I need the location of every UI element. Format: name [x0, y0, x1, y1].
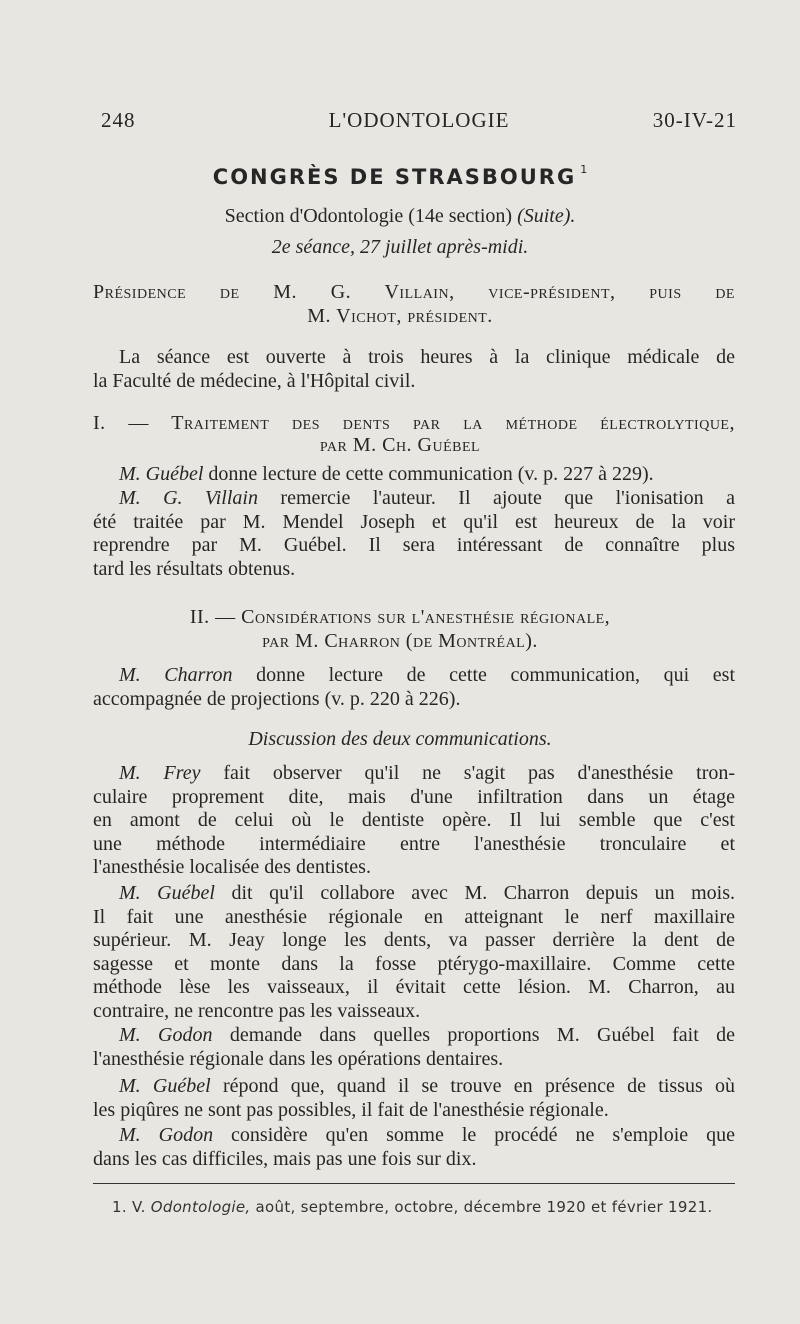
section-2-line-2: par M. Charron (de Montréal). — [262, 630, 538, 652]
footnote-text: août, septembre, octobre, décembre 1920 et février 1921. — [255, 1198, 713, 1216]
speaker-name: M. Guébel — [119, 1075, 211, 1097]
paragraph-line: M. Guébel donne lecture de cette communication (v. p. 227 à 229). — [119, 463, 654, 485]
speaker-name: M. Guébel — [119, 882, 215, 904]
article-title-text: CONGRÈS DE STRASBOURG — [212, 165, 577, 189]
article-title — [0, 165, 800, 189]
speaker-name: M. Charron — [119, 664, 233, 686]
paragraph-line: M. Godon demande dans quelles proportions M. Guébel fait de — [119, 1024, 736, 1046]
paragraph-line: contraire, ne rencontre pas les vaisseaux. — [93, 999, 421, 1022]
session-line — [0, 236, 800, 259]
paragraph-charron — [93, 664, 735, 711]
paragraph-line: supérieur. M. Jeay longe les dents, va passer derrière la dent de — [93, 929, 735, 951]
presidency-line-1: Présidence de M. G. Villain, vice-président, puis de — [93, 281, 735, 303]
paragraph-line: M. Guébel dit qu'il collabore avec M. Charron depuis un mois. — [119, 882, 735, 904]
paragraph-line: tard les résultats obtenus. — [93, 557, 296, 580]
paragraph-line: accompagnée de projections (v. p. 220 à 226). — [93, 687, 461, 710]
paragraph-line: sagesse et monte dans la fosse ptérygo-maxillaire. Comme cette — [93, 952, 735, 975]
speaker-name: M. Frey — [119, 762, 201, 784]
section-subtitle-text: Section d'Odontologie (14e section) — [224, 205, 513, 227]
issue-date: 30-IV-21 — [652, 108, 737, 132]
paragraph-frey — [93, 762, 735, 880]
paragraph-line: l'anesthésie localisée des dentistes. — [93, 856, 371, 878]
paragraph-line: reprendre par M. Guébel. Il sera intéressant de connaître plus — [93, 534, 735, 556]
paragraph-line: culaire proprement dite, mais d'une infiltration dans un étage — [93, 785, 735, 808]
paragraph-line: les piqûres ne sont pas possibles, il fait de l'anesthésie régionale. — [93, 1098, 609, 1121]
intro-paragraph — [93, 346, 735, 393]
page-number: 248 — [101, 108, 136, 132]
footnote-number: 1. V. — [112, 1198, 146, 1216]
section-2-line-1: II. — Considérations sur l'anesthésie régionale, — [189, 606, 611, 628]
paragraph-godon-1 — [93, 1024, 735, 1071]
running-header — [101, 108, 737, 138]
paragraph-line: méthode lèse les vaisseaux, il évitait cette lésion. M. Charron, au — [93, 976, 735, 998]
paragraph-guebel-3 — [93, 1075, 735, 1122]
intro-line-2: la Faculté de médecine, à l'Hôpital civil. — [93, 369, 416, 392]
paragraph-line: été traitée par M. Mendel Joseph et qu'il est heureux de la voir — [93, 510, 735, 533]
paragraph-line: l'anesthésie régionale dans les opérations dentaires. — [93, 1047, 504, 1070]
paragraph-line: M. Charron donne lecture de cette communication, qui est — [119, 664, 736, 686]
paragraph-guebel-2 — [93, 882, 735, 1023]
footnote-divider — [93, 1183, 735, 1184]
intro-line-1: La séance est ouverte à trois heures à la clinique médicale de — [119, 346, 735, 368]
paragraph-line: M. Guébel répond que, quand il se trouve en présence de tissus où — [119, 1075, 736, 1097]
speaker-name: M. Godon — [119, 1024, 213, 1046]
section-1-line-1: I. — Traitement des dents par la méthode électrolytique, — [93, 412, 735, 434]
paragraph-godon-2 — [93, 1124, 735, 1171]
footnote — [112, 1198, 713, 1216]
paragraph-line: M. G. Villain remercie l'auteur. Il ajoute que l'ionisation a — [119, 487, 735, 509]
discussion-heading — [0, 728, 800, 751]
paragraph-guebel-1 — [93, 463, 735, 487]
section-subtitle — [0, 205, 800, 228]
speaker-name: M. Godon — [119, 1124, 214, 1146]
presidency-block — [93, 281, 735, 305]
footnote-journal: Odontologie, — [150, 1198, 251, 1216]
paragraph-line: Il fait une anesthésie régionale en atteignant le nerf maxillaire — [93, 905, 735, 928]
speaker-name: M. G. Villain — [119, 487, 258, 509]
session-text: 2e séance, 27 juillet après-midi. — [271, 236, 529, 258]
presidency-line-2: M. Vichot, président. — [307, 305, 493, 327]
footnote-ref: 1 — [580, 163, 588, 176]
paragraph-line: M. Godon considère qu'en somme le procédé ne s'emploie que — [119, 1124, 735, 1146]
journal-title: L'ODONTOLOGIE — [328, 108, 510, 132]
paragraph-line: une méthode intermédiaire entre l'anesthésie tronculaire et — [93, 832, 735, 855]
paragraph-line: M. Frey fait observer qu'il ne s'agit pas d'anesthésie tron- — [119, 762, 736, 784]
paragraph-line: en amont de celui où le dentiste opère. Il lui semble que c'est — [93, 809, 735, 831]
paragraph-line: dans les cas difficiles, mais pas une fois sur dix. — [93, 1147, 477, 1170]
speaker-name: M. Guébel — [119, 463, 204, 485]
suite-label: (Suite). — [517, 205, 576, 227]
paragraph-villain — [93, 487, 735, 581]
section-1-line-2: par M. Ch. Guébel — [319, 434, 481, 456]
discussion-text: Discussion des deux communications. — [248, 728, 552, 750]
section-1-heading — [93, 412, 735, 436]
